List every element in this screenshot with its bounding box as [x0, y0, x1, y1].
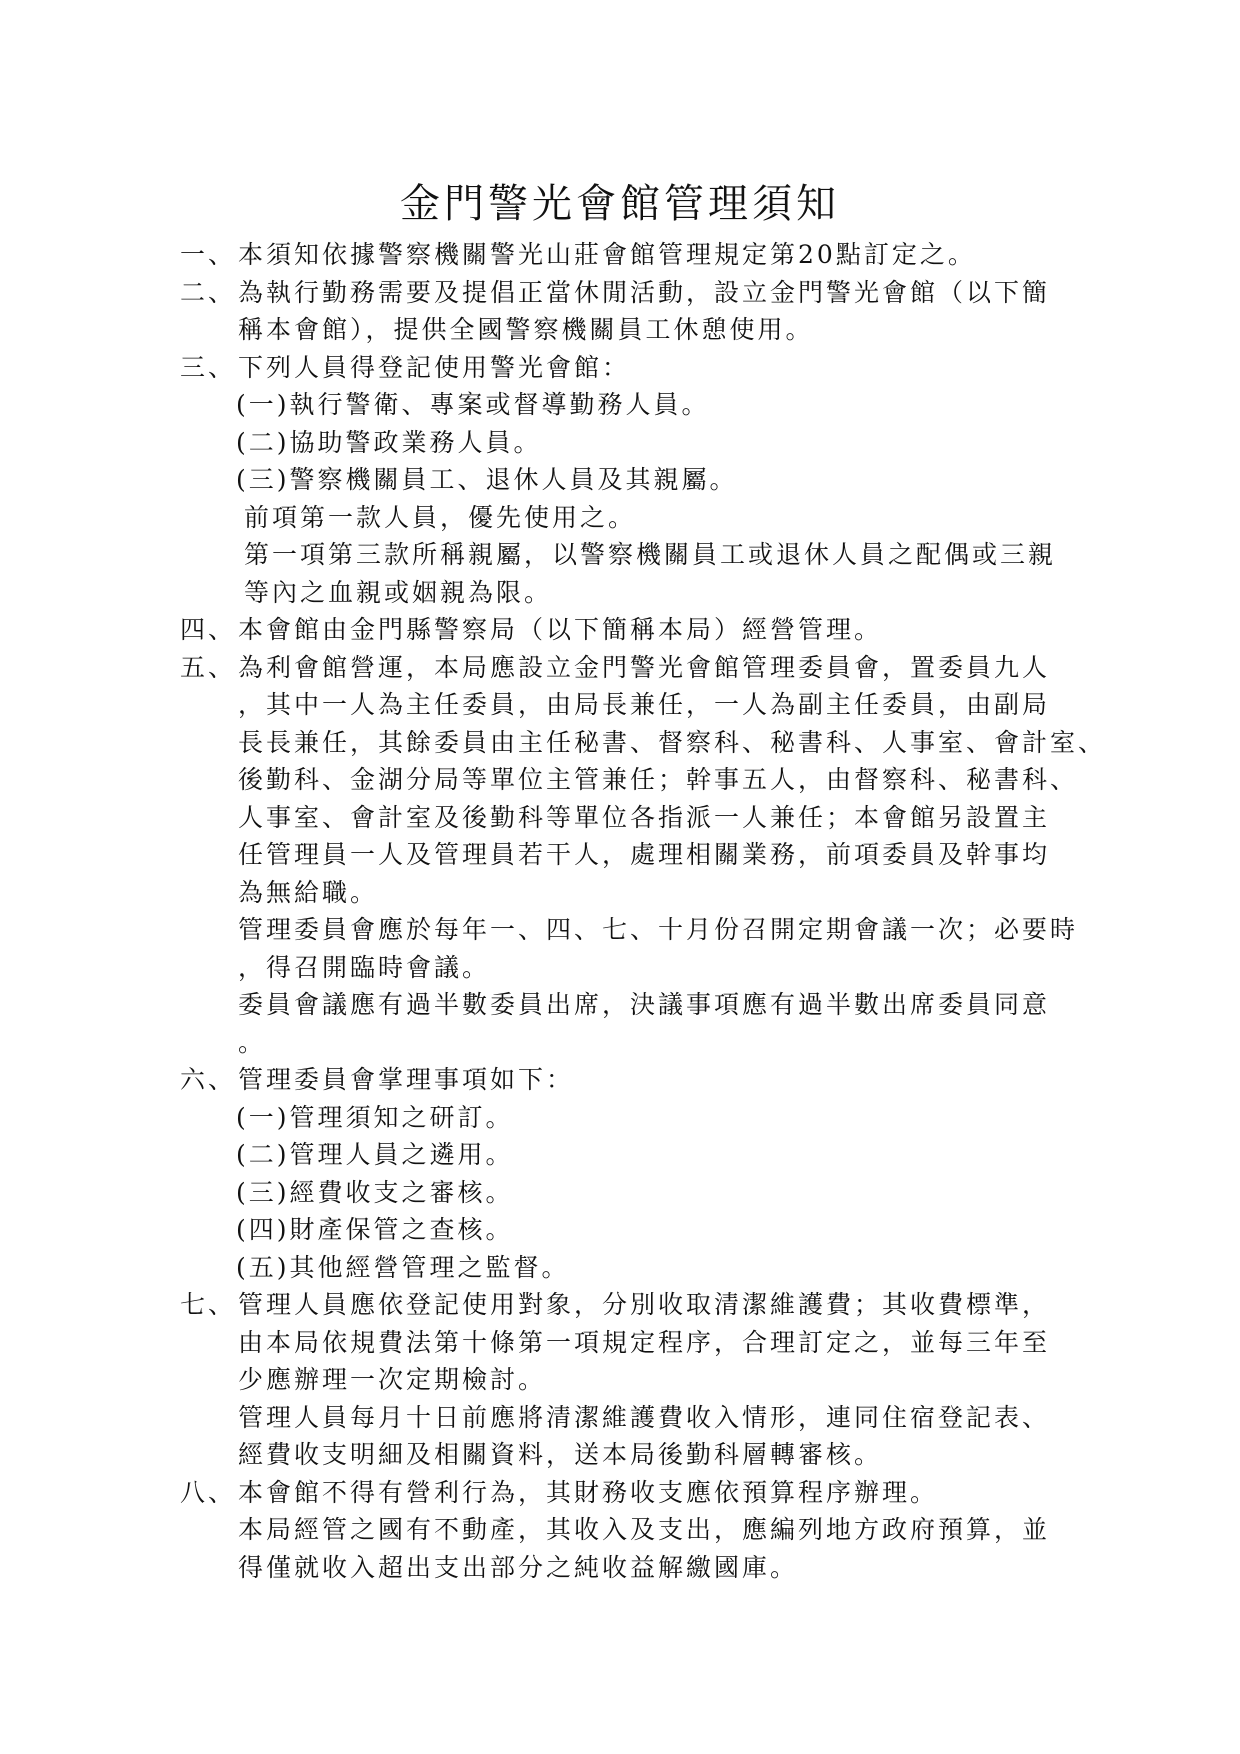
article-8-para — [0, 1511, 1240, 1549]
article-text: 人事室、會計室及後勤科等單位各指派一人兼任；本會館另設置主 — [238, 802, 1051, 832]
paragraph-text: 。 — [238, 1027, 267, 1057]
list-item — [0, 1099, 1240, 1137]
list-item — [0, 1249, 1240, 1287]
article-number: 四、 — [180, 615, 237, 644]
article-2 — [0, 274, 1240, 312]
note-text: 前項第一款人員，優先使用之。 — [244, 502, 637, 532]
article-5-cont — [0, 761, 1240, 799]
list-item — [0, 424, 1240, 462]
article-8 — [0, 1474, 1240, 1512]
article-3-note — [0, 574, 1240, 612]
article-text: 本須知依據警察機關警光山莊會館管理規定第20點訂定之。 — [238, 240, 976, 269]
paragraph-text: 經費收支明細及相關資料，送本局後勤科層轉審核。 — [238, 1440, 883, 1469]
article-7-para — [0, 1436, 1240, 1474]
article-number: 三、 — [180, 352, 237, 382]
sub-item-text: (三)經費收支之審核。 — [236, 1177, 514, 1207]
article-5 — [0, 649, 1240, 687]
note-text: 等內之血親或姻親為限。 — [244, 577, 553, 607]
article-number: 六、 — [180, 1065, 237, 1094]
list-item — [0, 1211, 1240, 1249]
article-text: 管理委員會掌理事項如下： — [238, 1065, 575, 1094]
sub-item-text: (一)執行警衛、專案或督導勤務人員。 — [236, 390, 710, 419]
article-text: 任管理員一人及管理員若干人，處理相關業務，前項委員及幹事均 — [238, 840, 1051, 869]
article-text: 為利會館營運，本局應設立金門警光會館管理委員會，置委員九人 — [238, 652, 1051, 682]
article-number: 八、 — [180, 1477, 237, 1507]
list-item — [0, 461, 1240, 499]
article-6 — [0, 1061, 1240, 1099]
article-5-cont — [0, 874, 1240, 912]
article-text: 稱本會館），提供全國警察機關員工休憩使用。 — [238, 315, 814, 344]
document-title: 金門警光會館管理須知 — [400, 181, 840, 227]
article-text: 下列人員得登記使用警光會館： — [238, 352, 631, 382]
article-text: 長長兼任，其餘委員由主任秘書、督察科、秘書科、人事室、會計室、 — [238, 727, 1107, 757]
article-7-para — [0, 1399, 1240, 1437]
article-7-cont — [0, 1361, 1240, 1399]
article-5-para — [0, 986, 1240, 1024]
article-1 — [0, 236, 1240, 274]
note-text: 第一項第三款所稱親屬，以警察機關員工或退休人員之配偶或三親 — [244, 540, 1057, 569]
article-text: 本會館不得有營利行為，其財務收支應依預算程序辦理。 — [238, 1477, 939, 1507]
article-7-cont — [0, 1324, 1240, 1362]
article-text: 本會館由金門縣警察局（以下簡稱本局）經營管理。 — [238, 615, 883, 644]
list-item — [0, 1174, 1240, 1212]
list-item — [0, 386, 1240, 424]
article-number: 一、 — [180, 240, 237, 269]
article-5-cont — [0, 686, 1240, 724]
article-text: 管理人員應依登記使用對象，分別收取清潔維護費；其收費標準， — [238, 1290, 1051, 1319]
article-text: 少應辦理一次定期檢討。 — [238, 1365, 547, 1394]
article-5-para — [0, 911, 1240, 949]
article-4 — [0, 611, 1240, 649]
article-text: 由本局依規費法第十條第一項規定程序，合理訂定之，並每三年至 — [238, 1327, 1051, 1357]
article-8-para — [0, 1549, 1240, 1587]
article-number: 五、 — [180, 652, 237, 682]
article-text: 為無給職。 — [238, 877, 379, 907]
sub-item-text: (四)財產保管之查核。 — [236, 1215, 514, 1244]
list-item — [0, 1136, 1240, 1174]
sub-item-text: (二)管理人員之遴用。 — [236, 1140, 514, 1169]
article-5-cont — [0, 836, 1240, 874]
article-number: 七、 — [180, 1290, 237, 1319]
article-number: 二、 — [180, 277, 237, 307]
sub-item-text: (三)警察機關員工、退休人員及其親屬。 — [236, 465, 738, 494]
paragraph-text: 委員會議應有過半數委員出席，決議事項應有過半數出席委員同意 — [238, 990, 1051, 1019]
article-5-para — [0, 1024, 1240, 1062]
article-5-cont — [0, 799, 1240, 837]
article-5-para — [0, 949, 1240, 987]
sub-item-text: (五)其他經營管理之監督。 — [236, 1252, 570, 1282]
paragraph-text: ，得召開臨時會議。 — [238, 952, 491, 982]
article-3-note — [0, 499, 1240, 537]
article-5-cont — [0, 724, 1240, 762]
document-body — [0, 236, 1240, 1586]
article-7 — [0, 1286, 1240, 1324]
paragraph-text: 得僅就收入超出支出部分之純收益解繳國庫。 — [238, 1552, 799, 1582]
article-text: 後勤科、金湖分局等單位主管兼任；幹事五人，由督察科、秘書科、 — [238, 765, 1079, 794]
article-3-note — [0, 536, 1240, 574]
sub-item-text: (二)協助警政業務人員。 — [236, 427, 542, 457]
article-3 — [0, 349, 1240, 387]
article-text: 為執行勤務需要及提倡正當休閒活動，設立金門警光會館（以下簡 — [238, 277, 1051, 307]
article-2-cont — [0, 311, 1240, 349]
sub-item-text: (一)管理須知之研訂。 — [236, 1102, 514, 1132]
article-text: ，其中一人為主任委員，由局長兼任，一人為副主任委員，由副局 — [238, 690, 1051, 719]
paragraph-text: 管理人員每月十日前應將清潔維護費收入情形，連同住宿登記表、 — [238, 1402, 1051, 1432]
paragraph-text: 本局經管之國有不動產，其收入及支出，應編列地方政府預算，並 — [238, 1515, 1051, 1544]
paragraph-text: 管理委員會應於每年一、四、七、十月份召開定期會議一次；必要時 — [238, 915, 1079, 944]
